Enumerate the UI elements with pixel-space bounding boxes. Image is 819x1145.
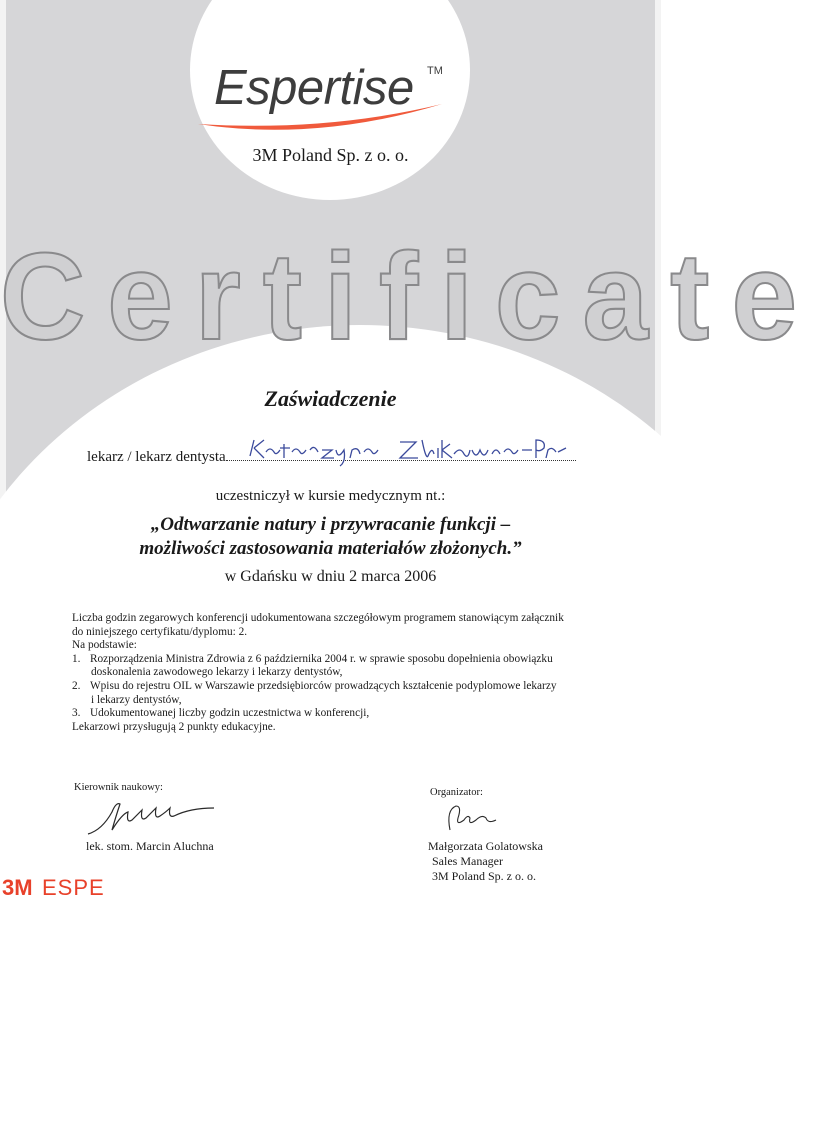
- organizer-title: Sales Manager: [432, 854, 503, 868]
- scientific-director-label: Kierownik naukowy:: [74, 782, 163, 793]
- 3m-logo: 3M: [2, 875, 33, 900]
- course-title-line-2: możliwości zastosowania materiałów złożonych.”: [139, 538, 522, 559]
- logo-swoosh-icon: [196, 102, 446, 132]
- organizer-signature: [442, 800, 502, 836]
- organizer-label: Organizator:: [430, 787, 483, 798]
- details-item-continuation: doskonalenia zawodowego lekarzy i lekarzy dentystów,: [91, 666, 343, 679]
- course-title-line-1: „Odtwarzanie natury i przywracanie funkcji –: [150, 514, 511, 535]
- handwritten-name-signature: [240, 432, 570, 468]
- participation-text: uczestniczył w kursie medycznym nt.:: [215, 488, 446, 504]
- details-item: 3. Udokumentowanej liczby godzin uczestnictwa w konferencji,: [72, 707, 370, 720]
- details-basis: Na podstawie:: [72, 639, 137, 652]
- document-title: Zaświadczenie: [264, 386, 397, 411]
- details-item-continuation: i lekarzy dentystów,: [91, 693, 182, 706]
- scientific-director-name: lek. stom. Marcin Aluchna: [86, 839, 214, 853]
- details-block: [72, 612, 592, 734]
- organizer-block: [428, 839, 543, 884]
- certificate-watermark-title: Certificate: [0, 227, 819, 367]
- course-title: [0, 513, 661, 561]
- espe-logo: ESPE: [42, 875, 105, 900]
- place-and-date: w Gdańsku w dniu 2 marca 2006: [224, 568, 437, 585]
- education-points: Lekarzowi przysługują 2 punkty edukacyjne.: [72, 720, 276, 733]
- organizer-company: 3M Poland Sp. z o. o.: [432, 869, 537, 883]
- details-item: 2. Wpisu do rejestru OIL w Warszawie przedsiębiorców prowadzących kształcenie podyplomowe lekarzy: [72, 679, 557, 692]
- espertise-logo: Espertise: [214, 61, 414, 115]
- issuer-company: 3M Poland Sp. z o. o.: [252, 145, 409, 165]
- organizer-name: Małgorzata Golatowska: [428, 839, 543, 853]
- director-signature: [82, 790, 222, 840]
- details-item: 1. Rozporządzenia Ministra Zdrowia z 6 października 2004 r. w sprawie sposobu dopełnienia obowiązku: [72, 652, 553, 665]
- details-intro-2: do niniejszego certyfikatu/dyplomu: 2.: [72, 625, 248, 638]
- recipient-label: lekarz / lekarz dentysta: [87, 449, 226, 465]
- details-intro-1: Liczba godzin zegarowych konferencji udokumentowana szczegółowym programem stanowiącym załącznik: [72, 612, 564, 624]
- trademark-mark: TM: [427, 65, 443, 77]
